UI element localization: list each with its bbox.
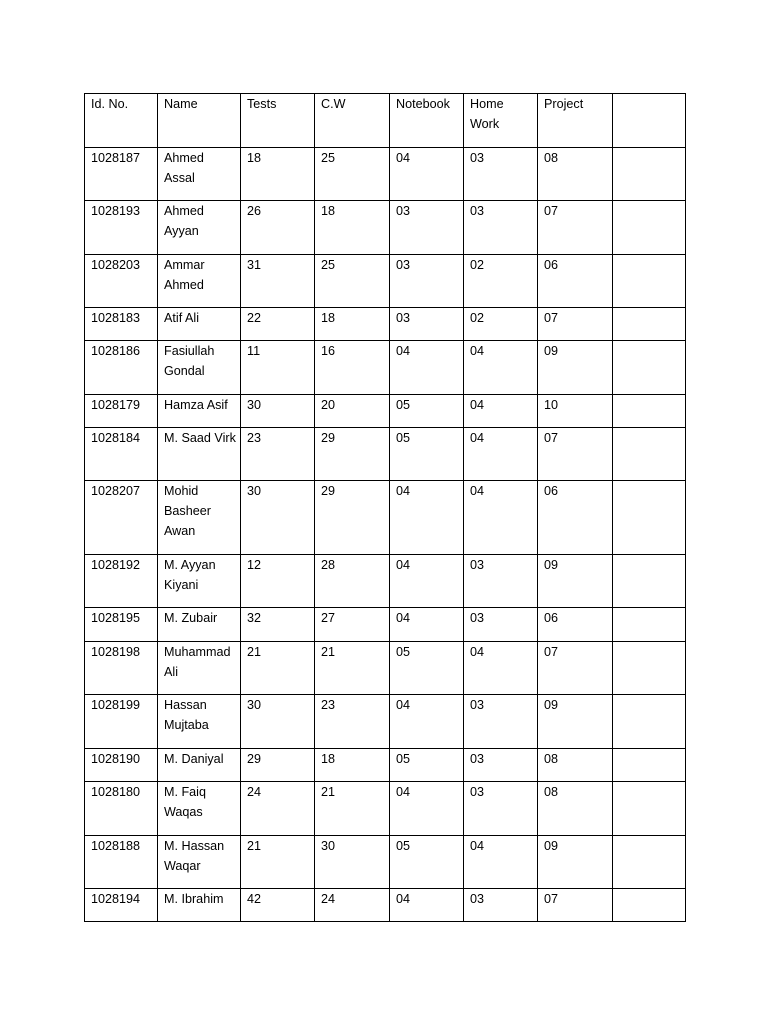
cell-homework: 03	[464, 695, 538, 749]
cell-project: 07	[538, 642, 613, 695]
table-row	[85, 695, 686, 749]
cell-cw: 29	[315, 428, 390, 481]
cell-tests: 30	[241, 395, 315, 428]
cell-cw: 28	[315, 555, 390, 608]
cell-name: Hassan Mujtaba	[158, 695, 241, 749]
cell-project: 07	[538, 889, 613, 922]
cell-id: 1028203	[85, 255, 158, 308]
cell-name: M. Ayyan Kiyani	[158, 555, 241, 608]
cell-notebook: 05	[390, 642, 464, 695]
cell-cw: 25	[315, 255, 390, 308]
cell-cw: 18	[315, 749, 390, 782]
header-cw: C.W	[315, 94, 390, 148]
table-row	[85, 255, 686, 308]
cell-tests: 31	[241, 255, 315, 308]
cell-name: Fasiullah Gondal	[158, 341, 241, 395]
cell-tests: 23	[241, 428, 315, 481]
header-project: Project	[538, 94, 613, 148]
cell-id: 1028195	[85, 608, 158, 642]
cell-tests: 26	[241, 201, 315, 255]
cell-project: 06	[538, 608, 613, 642]
cell-cw: 23	[315, 695, 390, 749]
cell-name: Hamza Asif	[158, 395, 241, 428]
cell-extra	[613, 201, 686, 255]
cell-tests: 30	[241, 695, 315, 749]
cell-extra	[613, 395, 686, 428]
cell-homework: 03	[464, 148, 538, 201]
cell-name: Muhammad Ali	[158, 642, 241, 695]
cell-homework: 03	[464, 608, 538, 642]
cell-project: 08	[538, 148, 613, 201]
cell-homework: 03	[464, 555, 538, 608]
cell-id: 1028193	[85, 201, 158, 255]
table-row	[85, 889, 686, 922]
cell-name: M. Ibrahim	[158, 889, 241, 922]
table-row	[85, 395, 686, 428]
cell-extra	[613, 308, 686, 341]
cell-name: M. Hassan Waqar	[158, 836, 241, 889]
header-name: Name	[158, 94, 241, 148]
cell-extra	[613, 782, 686, 836]
table-row	[85, 148, 686, 201]
header-id: Id. No.	[85, 94, 158, 148]
cell-extra	[613, 608, 686, 642]
cell-id: 1028186	[85, 341, 158, 395]
cell-id: 1028194	[85, 889, 158, 922]
cell-name: Ahmed Ayyan	[158, 201, 241, 255]
cell-cw: 18	[315, 308, 390, 341]
table-row	[85, 836, 686, 889]
cell-name: M. Saad Virk	[158, 428, 241, 481]
cell-tests: 42	[241, 889, 315, 922]
cell-tests: 30	[241, 481, 315, 555]
cell-project: 09	[538, 836, 613, 889]
table-row	[85, 481, 686, 555]
cell-tests: 21	[241, 836, 315, 889]
cell-homework: 02	[464, 308, 538, 341]
cell-extra	[613, 836, 686, 889]
cell-homework: 04	[464, 836, 538, 889]
cell-id: 1028179	[85, 395, 158, 428]
cell-id: 1028180	[85, 782, 158, 836]
cell-notebook: 03	[390, 308, 464, 341]
cell-notebook: 04	[390, 782, 464, 836]
cell-id: 1028198	[85, 642, 158, 695]
cell-homework: 04	[464, 395, 538, 428]
cell-notebook: 05	[390, 836, 464, 889]
table-row	[85, 428, 686, 481]
cell-id: 1028190	[85, 749, 158, 782]
cell-project: 09	[538, 341, 613, 395]
cell-notebook: 05	[390, 395, 464, 428]
cell-notebook: 05	[390, 428, 464, 481]
cell-cw: 29	[315, 481, 390, 555]
table-row	[85, 749, 686, 782]
cell-name: M. Daniyal	[158, 749, 241, 782]
cell-project: 08	[538, 749, 613, 782]
cell-notebook: 04	[390, 148, 464, 201]
cell-cw: 25	[315, 148, 390, 201]
cell-name: Ammar Ahmed	[158, 255, 241, 308]
table-row	[85, 555, 686, 608]
cell-homework: 04	[464, 341, 538, 395]
cell-extra	[613, 749, 686, 782]
cell-tests: 24	[241, 782, 315, 836]
cell-notebook: 04	[390, 341, 464, 395]
cell-name: M. Faiq Waqas	[158, 782, 241, 836]
cell-name: M. Zubair	[158, 608, 241, 642]
cell-notebook: 04	[390, 608, 464, 642]
cell-tests: 11	[241, 341, 315, 395]
cell-id: 1028199	[85, 695, 158, 749]
grades-table	[84, 93, 686, 922]
cell-name: Ahmed Assal	[158, 148, 241, 201]
cell-cw: 24	[315, 889, 390, 922]
cell-homework: 04	[464, 428, 538, 481]
table-header-row	[85, 94, 686, 148]
table-row	[85, 341, 686, 395]
cell-homework: 02	[464, 255, 538, 308]
cell-cw: 18	[315, 201, 390, 255]
header-homework: Home Work	[464, 94, 538, 148]
header-tests: Tests	[241, 94, 315, 148]
cell-id: 1028184	[85, 428, 158, 481]
cell-extra	[613, 555, 686, 608]
header-notebook: Notebook	[390, 94, 464, 148]
cell-homework: 03	[464, 889, 538, 922]
table-row	[85, 308, 686, 341]
cell-cw: 27	[315, 608, 390, 642]
cell-id: 1028187	[85, 148, 158, 201]
cell-id: 1028192	[85, 555, 158, 608]
cell-project: 08	[538, 782, 613, 836]
cell-tests: 21	[241, 642, 315, 695]
cell-project: 09	[538, 555, 613, 608]
table-row	[85, 608, 686, 642]
cell-notebook: 04	[390, 481, 464, 555]
cell-project: 07	[538, 201, 613, 255]
table-row	[85, 201, 686, 255]
cell-notebook: 04	[390, 889, 464, 922]
header-extra	[613, 94, 686, 148]
cell-cw: 30	[315, 836, 390, 889]
cell-id: 1028188	[85, 836, 158, 889]
cell-extra	[613, 481, 686, 555]
cell-cw: 21	[315, 782, 390, 836]
cell-extra	[613, 889, 686, 922]
cell-project: 07	[538, 308, 613, 341]
table-row	[85, 782, 686, 836]
cell-tests: 12	[241, 555, 315, 608]
cell-homework: 03	[464, 201, 538, 255]
cell-notebook: 05	[390, 749, 464, 782]
cell-id: 1028207	[85, 481, 158, 555]
cell-homework: 03	[464, 782, 538, 836]
cell-extra	[613, 428, 686, 481]
cell-project: 06	[538, 255, 613, 308]
cell-tests: 32	[241, 608, 315, 642]
cell-extra	[613, 341, 686, 395]
cell-tests: 29	[241, 749, 315, 782]
cell-project: 06	[538, 481, 613, 555]
cell-tests: 18	[241, 148, 315, 201]
table-row	[85, 642, 686, 695]
cell-notebook: 03	[390, 201, 464, 255]
cell-homework: 04	[464, 642, 538, 695]
cell-name: Atif Ali	[158, 308, 241, 341]
cell-notebook: 04	[390, 555, 464, 608]
cell-extra	[613, 255, 686, 308]
cell-project: 09	[538, 695, 613, 749]
cell-project: 07	[538, 428, 613, 481]
grades-table-body	[85, 94, 686, 922]
cell-notebook: 03	[390, 255, 464, 308]
cell-homework: 03	[464, 749, 538, 782]
cell-cw: 16	[315, 341, 390, 395]
cell-homework: 04	[464, 481, 538, 555]
cell-tests: 22	[241, 308, 315, 341]
cell-extra	[613, 148, 686, 201]
cell-cw: 21	[315, 642, 390, 695]
cell-id: 1028183	[85, 308, 158, 341]
cell-extra	[613, 695, 686, 749]
cell-name: Mohid Basheer Awan	[158, 481, 241, 555]
cell-project: 10	[538, 395, 613, 428]
cell-cw: 20	[315, 395, 390, 428]
cell-extra	[613, 642, 686, 695]
cell-notebook: 04	[390, 695, 464, 749]
